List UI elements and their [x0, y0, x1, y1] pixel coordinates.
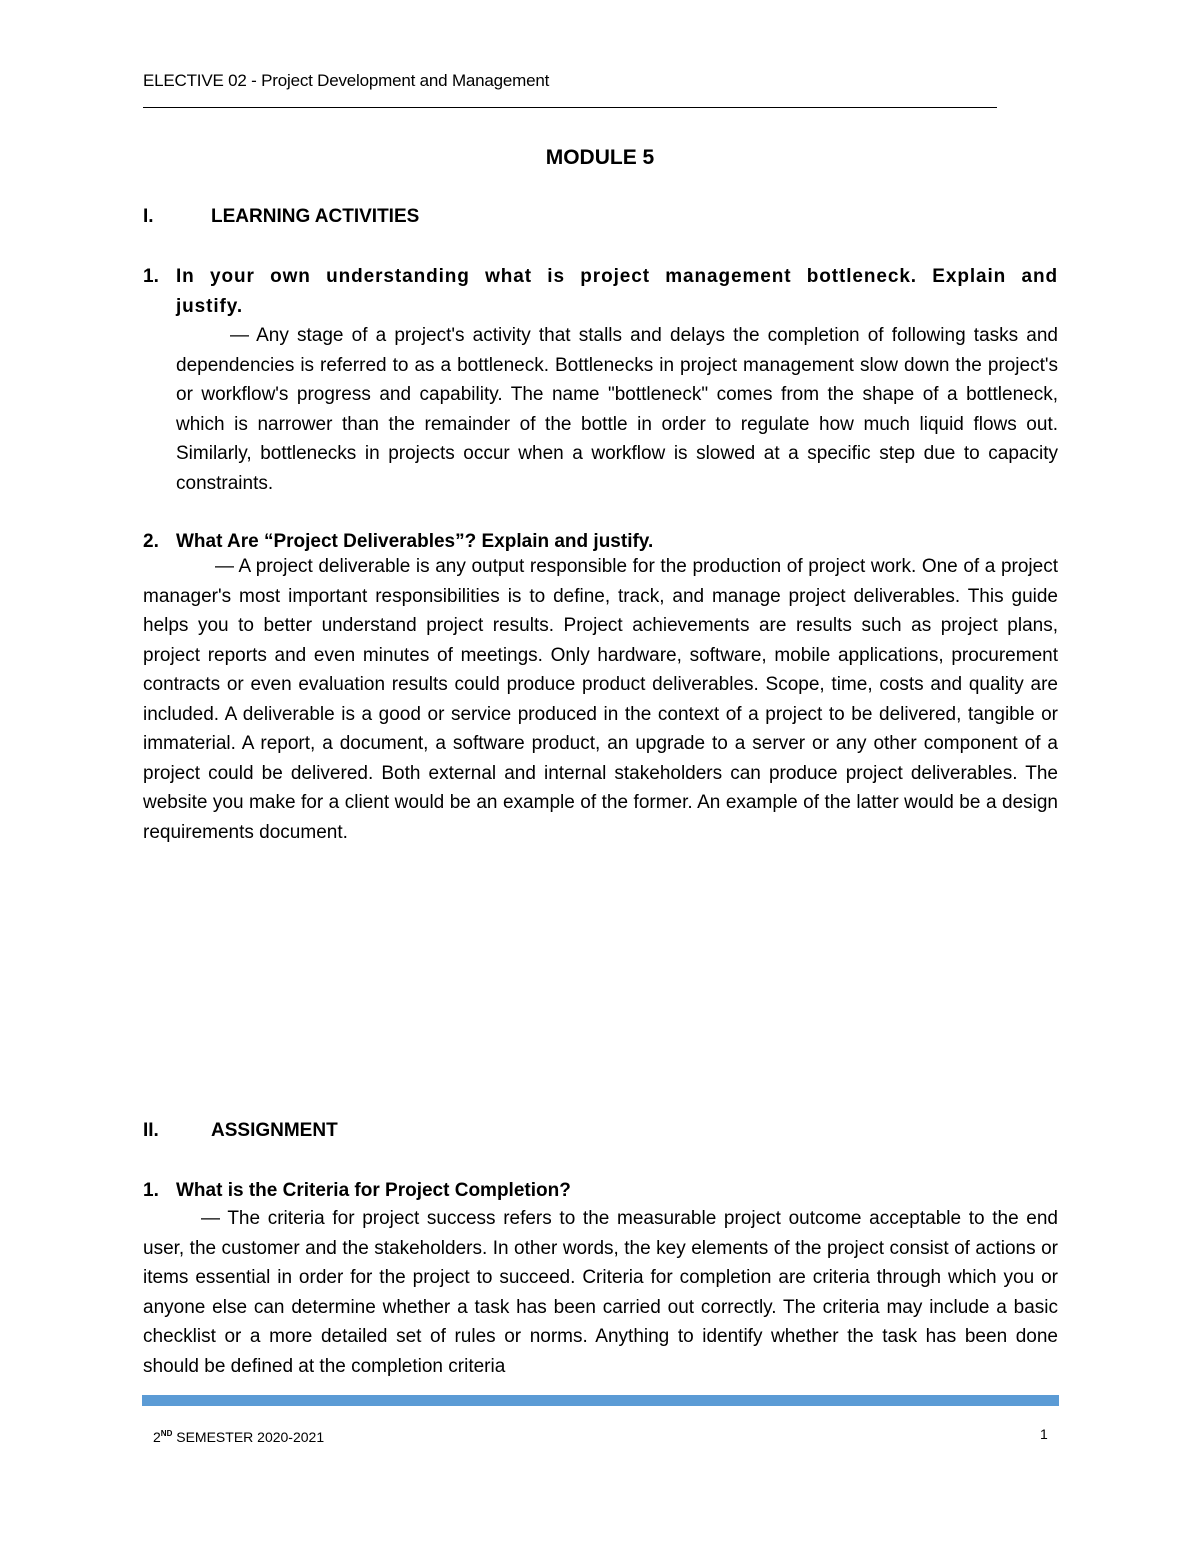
answer-1	[176, 321, 1058, 498]
section-numeral: I.	[143, 206, 154, 227]
question-text: What Are “Project Deliverables”? Explain and justify.	[176, 531, 654, 552]
question-1-heading	[143, 262, 1058, 321]
question-text: In your own understanding what is project management bottleneck. Explain and justify.	[176, 266, 1058, 317]
assignment-question-1-heading	[143, 1176, 1058, 1206]
section-learning-activities	[143, 204, 419, 230]
section-numeral: II.	[143, 1120, 159, 1141]
answer-text: — The criteria for project success refers to the measurable project outcome acceptable to the end user, the customer and the stakeholders. In other words, the key elements of the project consist of actions or items essential in order for the project to succeed. Criteria for completion are criteria through which you or anyone else can determine whether a task has been carried out correctly. The criteria may include a basic checklist or a more detailed set of rules or norms. Anything to identify whether the task has been done should be defined at the completion criteria	[143, 1208, 1058, 1377]
section-title: ASSIGNMENT	[211, 1120, 338, 1141]
module-title: MODULE 5	[545, 146, 655, 169]
semester-suffix: ND	[160, 1429, 173, 1438]
assignment-answer-1	[143, 1204, 1058, 1381]
semester-text: SEMESTER 2020-2021	[176, 1429, 325, 1445]
question-number: 1.	[143, 1180, 159, 1201]
footer-semester	[153, 1425, 324, 1446]
answer-2	[143, 552, 1058, 847]
header-title: ELECTIVE 02 - Project Development and Management	[143, 71, 550, 90]
section-title: LEARNING ACTIVITIES	[211, 206, 420, 227]
answer-text: — Any stage of a project's activity that stalls and delays the completion of following tasks and dependencies is referred to as a bottleneck. Bottlenecks in project management slow down the project's or workflow's progress and capability. The name "bottleneck" comes from the shape of a bottleneck, which is narrower than the remainder of the bottle in order to regulate how much liquid flows out. Similarly, bottlenecks in projects occur when a workflow is slowed at a specific step due to capacity constraints.	[176, 325, 1058, 494]
question-text: What is the Criteria for Project Completion?	[176, 1180, 571, 1201]
semester-ordinal: 2	[153, 1429, 161, 1445]
section-assignment	[143, 1118, 338, 1144]
page-number: 1	[1040, 1426, 1048, 1442]
answer-text: — A project deliverable is any output responsible for the production of project work. One of a project manager's most important responsibilities is to define, track, and manage project deliverables. This guide helps you to better understand project results. Project achievements are results such as project plans, project reports and even minutes of meetings. Only hardware, software, mobile applications, procurement contracts or even evaluation results could produce product deliverables. Scope, time, costs and quality are included. A deliverable is a good or service produced in the context of a project to be delivered, tangible or immaterial. A report, a document, a software product, an upgrade to a server or any other component of a project could be delivered. Both external and internal stakeholders can produce project deliverables. The website you make for a client would be an example of the former. An example of the latter would be a design requirements document.	[143, 556, 1058, 843]
footer-accent-bar	[142, 1395, 1059, 1406]
question-number: 1.	[143, 266, 159, 287]
header-divider	[143, 107, 997, 108]
question-number: 2.	[143, 531, 159, 552]
